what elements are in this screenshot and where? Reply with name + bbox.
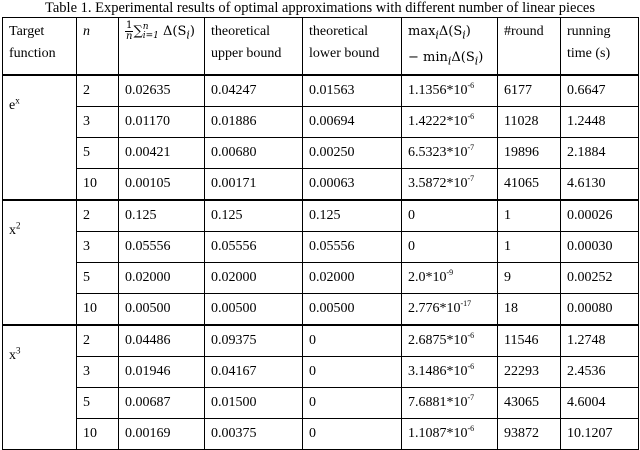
table-row	[3, 200, 639, 232]
cell-lower-bound: 0.125	[303, 200, 402, 232]
cell-running-time: 0.00080	[561, 294, 639, 326]
cell-running-time: 4.6130	[561, 169, 639, 201]
cell-upper-bound: 0.09375	[205, 325, 303, 357]
cell-lower-bound: 0.00063	[303, 169, 402, 201]
cell-mean-delta: 0.05556	[119, 232, 205, 263]
cell-delta-range: 0	[402, 232, 498, 263]
cell-delta-range: $1.1356*10^{-6}$	[402, 75, 498, 107]
cell-upper-bound: 0.125	[205, 200, 303, 232]
cell-round: 93872	[498, 419, 561, 450]
header-lower-bound: theoretical lower bound	[303, 18, 402, 76]
table-row	[3, 138, 639, 169]
cell-mean-delta: 0.00500	[119, 294, 205, 326]
cell-delta-range: $3.5872*10^{-7}$	[402, 169, 498, 201]
cell-round: 18	[498, 294, 561, 326]
cell-running-time: 4.6004	[561, 388, 639, 419]
cell-running-time: 2.4536	[561, 357, 639, 388]
cell-mean-delta: 0.01170	[119, 107, 205, 138]
header-delta-range: $\max_i\Delta(S_i)$ − $\min_i\Delta(S_i)$	[402, 18, 498, 76]
cell-n: 5	[77, 138, 119, 169]
cell-round: 43065	[498, 388, 561, 419]
table-row	[3, 357, 639, 388]
target-function-cell: $x^3$	[3, 325, 77, 450]
cell-round: 41065	[498, 169, 561, 201]
table-row	[3, 107, 639, 138]
cell-running-time: 1.2448	[561, 107, 639, 138]
cell-lower-bound: 0.01563	[303, 75, 402, 107]
cell-round: 1	[498, 200, 561, 232]
cell-lower-bound: 0.02000	[303, 263, 402, 294]
cell-delta-range: $2.6875*10^{-6}$	[402, 325, 498, 357]
cell-lower-bound: 0.00500	[303, 294, 402, 326]
cell-mean-delta: 0.00421	[119, 138, 205, 169]
cell-mean-delta: 0.00169	[119, 419, 205, 450]
cell-lower-bound: 0.00694	[303, 107, 402, 138]
header-running-time: running time (s)	[561, 18, 639, 76]
cell-round: 11546	[498, 325, 561, 357]
cell-round: 1	[498, 232, 561, 263]
cell-n: 3	[77, 232, 119, 263]
table-row	[3, 263, 639, 294]
cell-upper-bound: 0.04167	[205, 357, 303, 388]
cell-delta-range: $7.6881*10^{-7}$	[402, 388, 498, 419]
target-function-cell: $x^2$	[3, 200, 77, 325]
table-row	[3, 232, 639, 263]
cell-n: 10	[77, 169, 119, 201]
cell-mean-delta: 0.125	[119, 200, 205, 232]
table-row	[3, 294, 639, 326]
cell-lower-bound: 0.00250	[303, 138, 402, 169]
header-round: #round	[498, 18, 561, 76]
cell-mean-delta: 0.01946	[119, 357, 205, 388]
cell-delta-range: $3.1486*10^{-6}$	[402, 357, 498, 388]
table-row	[3, 419, 639, 450]
results-table	[2, 17, 639, 450]
cell-running-time: 1.2748	[561, 325, 639, 357]
table-row	[3, 169, 639, 201]
cell-lower-bound: 0.05556	[303, 232, 402, 263]
cell-upper-bound: 0.00680	[205, 138, 303, 169]
header-mean-delta	[119, 18, 205, 76]
cell-n: 2	[77, 325, 119, 357]
cell-delta-range: $6.5323*10^{-7}$	[402, 138, 498, 169]
cell-n: 5	[77, 263, 119, 294]
cell-n: 3	[77, 107, 119, 138]
cell-delta-range: $1.1087*10^{-6}$	[402, 419, 498, 450]
cell-mean-delta: 0.02000	[119, 263, 205, 294]
cell-upper-bound: 0.04247	[205, 75, 303, 107]
cell-running-time: 2.1884	[561, 138, 639, 169]
cell-round: 9	[498, 263, 561, 294]
header-target-function: Target function	[3, 18, 77, 76]
cell-upper-bound: 0.01886	[205, 107, 303, 138]
cell-mean-delta: 0.00687	[119, 388, 205, 419]
cell-n: 5	[77, 388, 119, 419]
header-row	[3, 18, 639, 76]
cell-round: 19896	[498, 138, 561, 169]
cell-upper-bound: 0.01500	[205, 388, 303, 419]
cell-delta-range: 0	[402, 200, 498, 232]
cell-running-time: 0.00252	[561, 263, 639, 294]
cell-upper-bound: 0.05556	[205, 232, 303, 263]
target-function-cell: $e^x$	[3, 75, 77, 200]
cell-lower-bound: 0	[303, 419, 402, 450]
cell-delta-range: $2.776*10^{-17}$	[402, 294, 498, 326]
cell-upper-bound: 0.00171	[205, 169, 303, 201]
cell-round: 6177	[498, 75, 561, 107]
cell-upper-bound: 0.00500	[205, 294, 303, 326]
header-n: n	[77, 18, 119, 76]
cell-mean-delta: 0.02635	[119, 75, 205, 107]
cell-upper-bound: 0.02000	[205, 263, 303, 294]
cell-n: 3	[77, 357, 119, 388]
cell-running-time: 0.6647	[561, 75, 639, 107]
cell-upper-bound: 0.00375	[205, 419, 303, 450]
table-row	[3, 325, 639, 357]
cell-running-time: 10.1207	[561, 419, 639, 450]
table-caption: Table 1. Experimental results of optimal approximations with different number of linear pieces	[45, 0, 595, 16]
table-row	[3, 388, 639, 419]
cell-delta-range: $2.0*10^{-9}$	[402, 263, 498, 294]
table-row	[3, 75, 639, 107]
cell-mean-delta: 0.04486	[119, 325, 205, 357]
cell-delta-range: $1.4222*10^{-6}$	[402, 107, 498, 138]
mean-delta-formula: $\frac{1}{n}$ ∑ n i=1 $\Delta(S_i)$	[126, 20, 195, 42]
cell-lower-bound: 0	[303, 325, 402, 357]
cell-n: 2	[77, 200, 119, 232]
cell-round: 11028	[498, 107, 561, 138]
cell-mean-delta: 0.00105	[119, 169, 205, 201]
cell-lower-bound: 0	[303, 388, 402, 419]
cell-n: 10	[77, 419, 119, 450]
cell-running-time: 0.00030	[561, 232, 639, 263]
cell-n: 10	[77, 294, 119, 326]
cell-running-time: 0.00026	[561, 200, 639, 232]
cell-lower-bound: 0	[303, 357, 402, 388]
header-upper-bound: theoretical upper bound	[205, 18, 303, 76]
cell-n: 2	[77, 75, 119, 107]
cell-round: 22293	[498, 357, 561, 388]
